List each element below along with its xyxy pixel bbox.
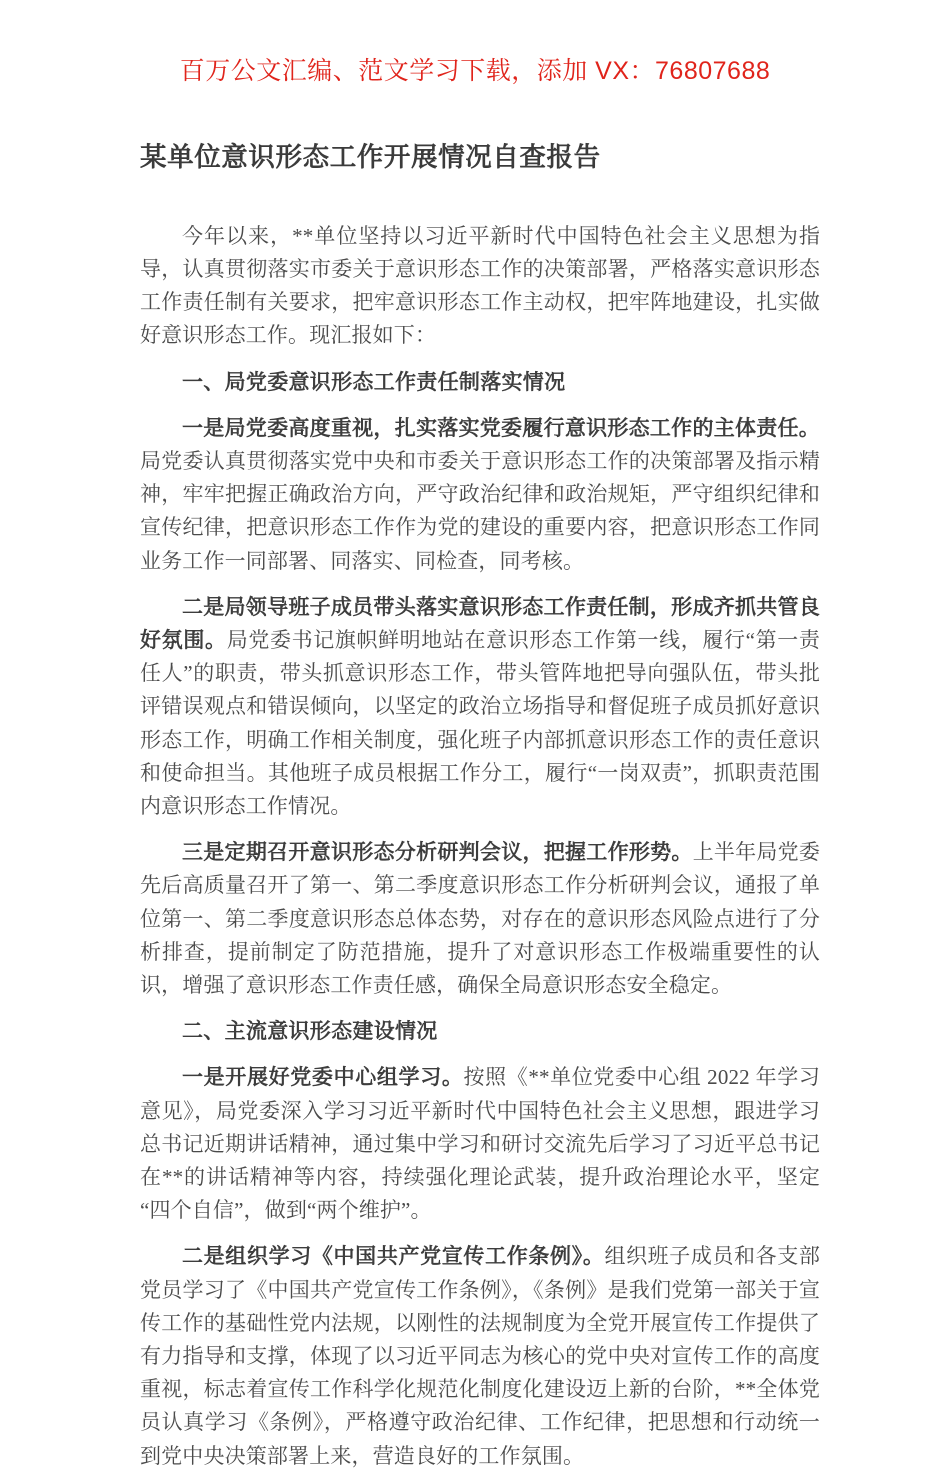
section-1-item-3-lead: 三是定期召开意识形态分析研判会议，把握工作形势。 (182, 841, 693, 865)
intro-paragraph: 今年以来，**单位坚持以习近平新时代中国特色社会主义思想为指导，认真贯彻落实市委关于意识形态工作的决策部署，严格落实意识形态工作责任制有关要求，把牢意识形态工作主动权，把牢阵地建设，扎实做好意识形态工作。现汇报如下： (140, 223, 820, 348)
section-2-item-2 (140, 1240, 820, 1472)
section-1-item-1-lead: 一是局党委高度重视，扎实落实党委履行意识形态工作的主体责任。 (182, 416, 820, 440)
page-title: 某单位意识形态工作开展情况自查报告 (140, 142, 601, 172)
section-2-item-1 (140, 1061, 820, 1227)
section-1-item-1-body: 局党委认真贯彻落实党中央和市委关于意识形态工作的决策部署及指示精神，牢牢把握正确政治方向，严守政治纪律和政治规矩，严守组织纪律和宣传纪律，把意识形态工作作为党的建设的重要内容，把意识形态工作同业务工作一同部署、同落实、同检查，同考核。 (140, 448, 820, 573)
section-1-item-2-body: 局党委书记旗帜鲜明地站在意识形态工作第一线，履行“第一责任人”的职责，带头抓意识形态工作，带头管阵地把导向强队伍，带头批评错误观点和错误倾向，以坚定的政治立场指导和督促班子成员抓好意识形态工作，明确工作相关制度，强化班子内部抓意识形态工作的责任意识和使命担当。其他班子成员根据工作分工，履行“一岗双责”，抓职责范围内意识形态工作情况。 (140, 628, 820, 819)
section-2-item-1-body: 按照《**单位党委中心组 2022 年学习意见》，局党委深入学习习近平新时代中国特色社会主义思想，跟进学习总书记近期讲话精神，通过集中学习和研讨交流先后学习了习近平总书记在**的讲话精神等内容，持续强化理论武装，提升政治理论水平，坚定“四个自信”，做到“两个维护”。 (140, 1065, 820, 1223)
section-1-item-2 (140, 591, 820, 823)
section-2-item-1-lead: 一是开展好党委中心组学习。 (182, 1066, 464, 1090)
promo-watermark-banner (0, 0, 950, 130)
section-1-item-2-lead: 二是局领导班子成员带头落实意识形态工作责任制，形成齐抓共管良好氛围。 (140, 595, 820, 652)
document-content (140, 140, 820, 1473)
section-1-item-3-body: 上半年局党委先后高质量召开了第一、第二季度意识形态工作分析研判会议，通报了单位第一、第二季度意识形态总体态势，对存在的意识形态风险点进行了分析排查，提前制定了防范措施，提升了对意识形态工作极端重要性的认识，增强了意识形态工作责任感，确保全局意识形态安全稳定。 (140, 840, 820, 998)
promo-watermark-text: 百万公文汇编、范文学习下载，添加 VX：76807688 (179, 56, 771, 85)
section-2-item-2-lead: 二是组织学习《中国共产党宣传工作条例》。 (182, 1245, 605, 1269)
section-2-item-2-body: 组织班子成员和各支部党员学习了《中国共产党宣传工作条例》，《条例》是我们党第一部关于宣传工作的基础性党内法规，以刚性的法规制度为全党开展宣传工作提供了有力指导和支撑，体现了以习近平同志为核心的党中央对宣传工作的高度重视，标志着宣传工作科学化规范化制度化建设迈上新的台阶，**全体党员认真学习《条例》，严格遵守政治纪律、工作纪律，把思想和行动统一到党中央决策部署上来，营造良好的工作氛围。 (140, 1244, 821, 1468)
section-1-item-3 (140, 836, 820, 1002)
section-heading-1: 一、局党委意识形态工作责任制落实情况 (182, 370, 566, 394)
section-1-item-1 (140, 412, 820, 578)
section-heading-2: 二、主流意识形态建设情况 (182, 1020, 438, 1044)
